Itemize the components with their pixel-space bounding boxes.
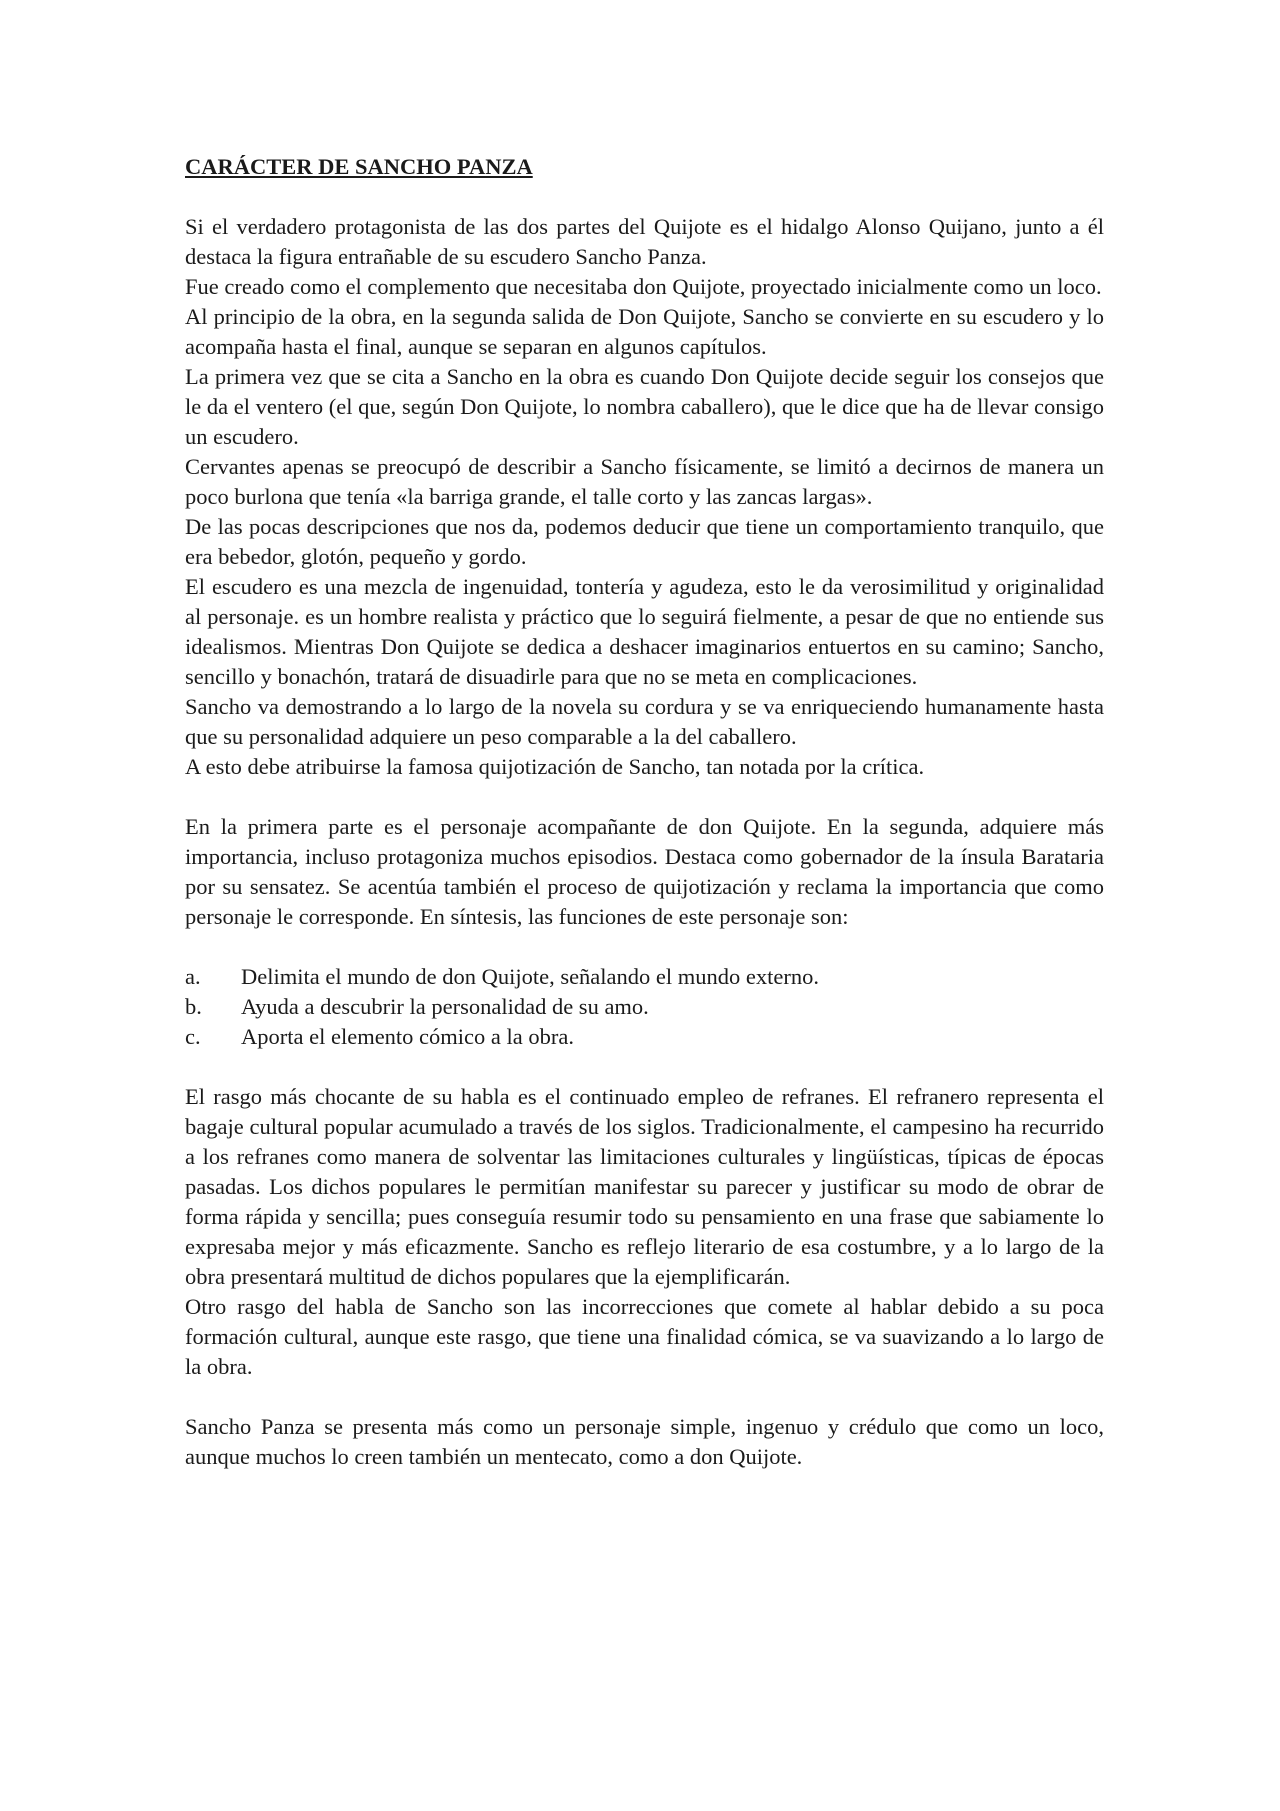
list-item bbox=[185, 1022, 1104, 1052]
document-page bbox=[185, 152, 1104, 1472]
section-speech bbox=[185, 1082, 1104, 1382]
list-item bbox=[185, 962, 1104, 992]
paragraph: El rasgo más chocante de su habla es el continuado empleo de refranes. El refranero representa el bagaje cultural popular acumulado a través de los siglos. Tradicionalmente, el campesino ha recurrido a los refranes como manera de solventar las limitaciones culturales y lingüísticas, típicas de épocas pasadas. Los dichos populares le permitían manifestar su parecer y justificar su modo de obrar de forma rápida y sencilla; pues conseguía resumir todo su pensamiento en una frase que sabiamente lo expresaba mejor y más eficazmente. Sancho es reflejo literario de esa costumbre, y a lo largo de la obra presentará multitud de dichos populares que la ejemplificarán. bbox=[185, 1084, 1104, 1289]
paragraph: El escudero es una mezcla de ingenuidad, tontería y agudeza, esto le da verosimilitud y originalidad al personaje. es un hombre realista y práctico que lo seguirá fielmente, a pesar de que no entiende sus idealismos. Mientras Don Quijote se dedica a deshacer imaginarios entuertos en su camino; Sancho, sencillo y bonachón, tratará de disuadirle para que no se meta en complicaciones. bbox=[185, 574, 1104, 689]
section-conclusion bbox=[185, 1412, 1104, 1472]
paragraph: Cervantes apenas se preocupó de describir a Sancho físicamente, se limitó a decirnos de manera un poco burlona que tenía «la barriga grande, el talle corto y las zancas largas». bbox=[185, 454, 1104, 509]
paragraph: Otro rasgo del habla de Sancho son las incorrecciones que comete al hablar debido a su poca formación cultural, aunque este rasgo, que tiene una finalidad cómica, se va suavizando a lo largo de la obra. bbox=[185, 1294, 1104, 1379]
paragraph-gap bbox=[185, 1382, 1104, 1412]
paragraph: La primera vez que se cita a Sancho en la obra es cuando Don Quijote decide seguir los consejos que le da el ventero (el que, según Don Quijote, lo nombra caballero), que le dice que ha de llevar consigo un escudero. bbox=[185, 364, 1104, 449]
list-marker: b. bbox=[185, 994, 202, 1019]
paragraph: Si el verdadero protagonista de las dos partes del Quijote es el hidalgo Alonso Quijano, junto a él destaca la figura entrañable de su escudero Sancho Panza. bbox=[185, 214, 1104, 269]
paragraph-gap bbox=[185, 932, 1104, 962]
paragraph-gap bbox=[185, 782, 1104, 812]
paragraph: Al principio de la obra, en la segunda salida de Don Quijote, Sancho se convierte en su escudero y lo acompaña hasta el final, aunque se separan en algunos capítulos. bbox=[185, 304, 1104, 359]
list-item-text: Aporta el elemento cómico a la obra. bbox=[241, 1024, 574, 1049]
list-marker: c. bbox=[185, 1024, 201, 1049]
list-item-text: Delimita el mundo de don Quijote, señalando el mundo externo. bbox=[241, 964, 819, 989]
paragraph: En la primera parte es el personaje acompañante de don Quijote. En la segunda, adquiere más importancia, incluso protagoniza muchos episodios. Destaca como gobernador de la ínsula Barataria por su sensatez. Se acentúa también el proceso de quijotización y reclama la importancia que como personaje le corresponde. En síntesis, las funciones de este personaje son: bbox=[185, 814, 1104, 929]
paragraph: De las pocas descripciones que nos da, podemos deducir que tiene un comportamiento tranquilo, que era bebedor, glotón, pequeño y gordo. bbox=[185, 514, 1104, 569]
section-role bbox=[185, 812, 1104, 932]
paragraph: Sancho Panza se presenta más como un personaje simple, ingenuo y crédulo que como un loco, aunque muchos lo creen también un mentecato, como a don Quijote. bbox=[185, 1414, 1104, 1469]
list-item-text: Ayuda a descubrir la personalidad de su amo. bbox=[241, 994, 649, 1019]
functions-list bbox=[185, 962, 1104, 1052]
list-item bbox=[185, 992, 1104, 1022]
list-marker: a. bbox=[185, 964, 201, 989]
paragraph-gap bbox=[185, 1052, 1104, 1082]
section-introduction bbox=[185, 212, 1104, 782]
paragraph: Fue creado como el complemento que necesitaba don Quijote, proyectado inicialmente como un loco. bbox=[185, 274, 1102, 299]
paragraph: Sancho va demostrando a lo largo de la novela su cordura y se va enriqueciendo humanamente hasta que su personalidad adquiere un peso comparable a la del caballero. bbox=[185, 694, 1104, 749]
paragraph: A esto debe atribuirse la famosa quijotización de Sancho, tan notada por la crítica. bbox=[185, 754, 925, 779]
document-title: CARÁCTER DE SANCHO PANZA bbox=[185, 154, 533, 179]
